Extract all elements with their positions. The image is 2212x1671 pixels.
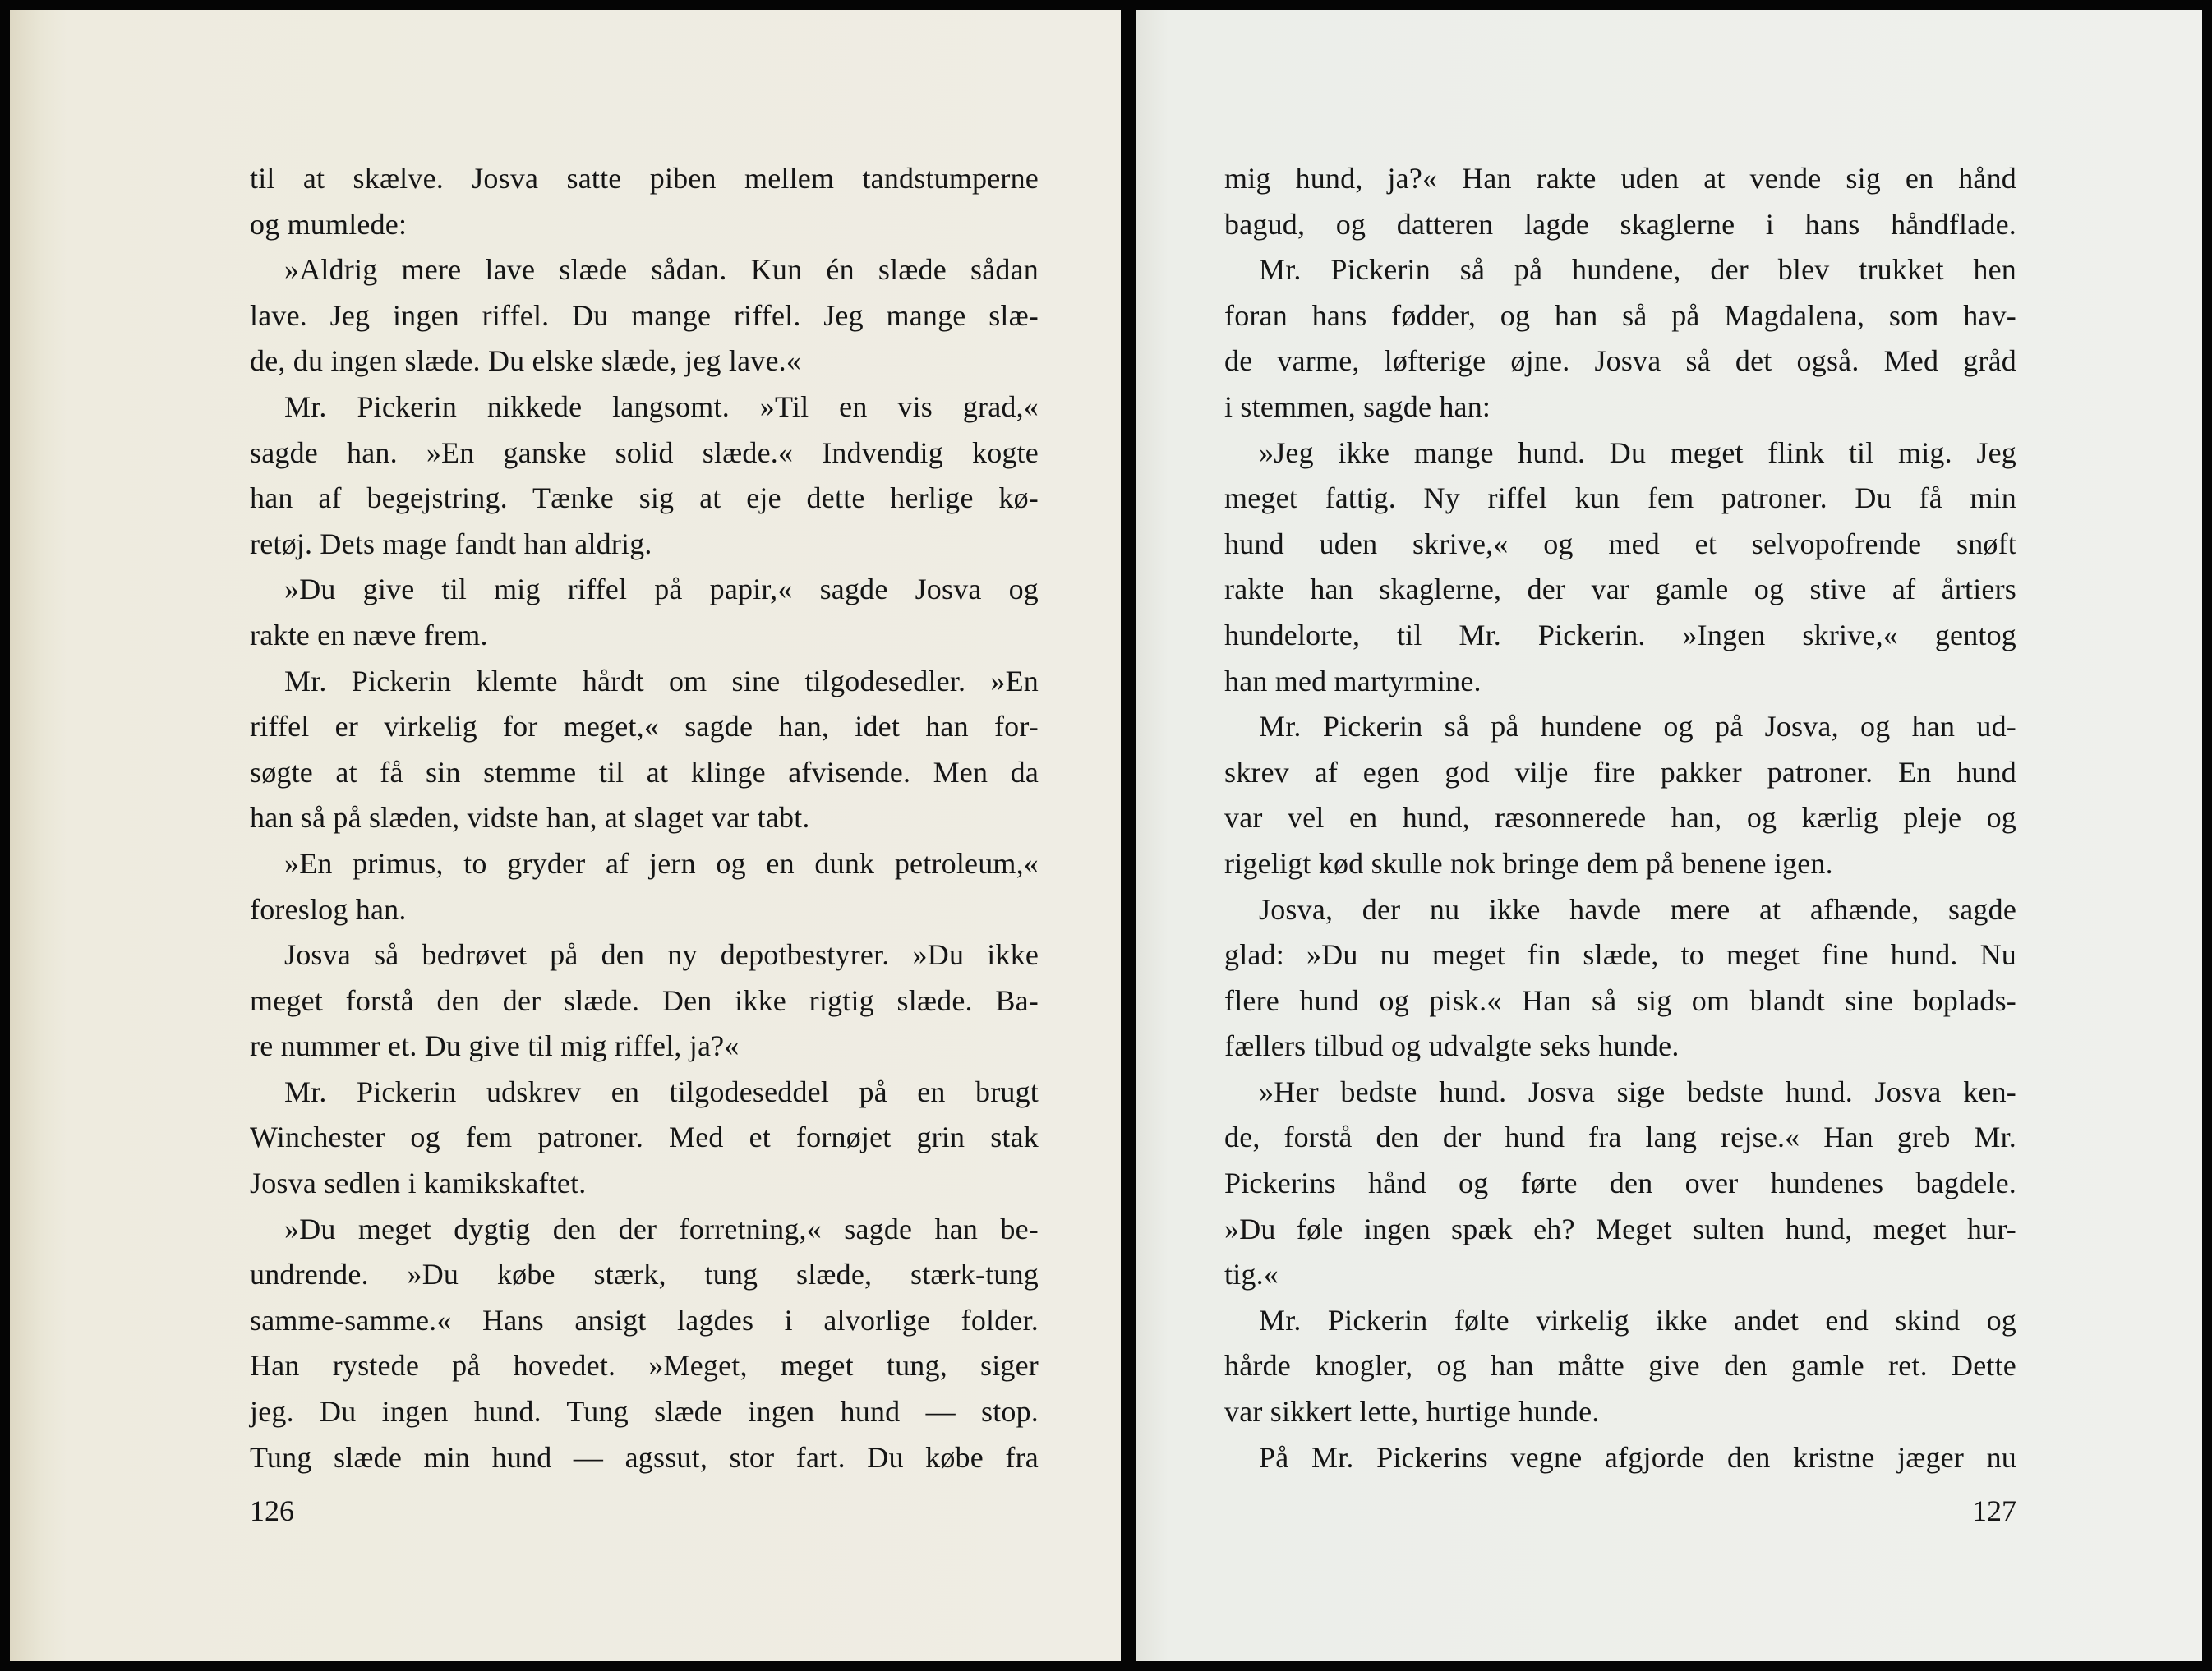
text-line: riffel er virkelig for meget,« sagde han, idet han for-: [250, 710, 1039, 743]
text-line: Mr. Pickerin klemte hårdt om sine tilgodesedler. »En: [284, 664, 1039, 697]
text-line: På Mr. Pickerins vegne afgjorde den kristne jæger nu: [1259, 1440, 2016, 1474]
text-line: var vel en hund, ræsonnerede han, og kærlig pleje og: [1224, 801, 2016, 835]
text-line: Mr. Pickerin følte virkelig ikke andet end skind og: [1259, 1303, 2016, 1337]
text-line: bagud, og datteren lagde skaglerne i hans håndflade.: [1224, 207, 2016, 241]
text-line: lave. Jeg ingen riffel. Du mange riffel. Jeg mange slæ-: [250, 298, 1039, 332]
right-page: [1136, 10, 2202, 1661]
text-line: var sikkert lette, hurtige hunde.: [1224, 1395, 1600, 1429]
text-line: Han rystede på hovedet. »Meget, meget tung, siger: [250, 1349, 1039, 1383]
text-line: hundelorte, til Mr. Pickerin. »Ingen skrive,« gentog: [1224, 618, 2016, 651]
text-line: meget fattig. Ny riffel kun fem patroner. Du få min: [1224, 481, 2016, 515]
left-page: [10, 10, 1121, 1661]
text-line: de, du ingen slæde. Du elske slæde, jeg lave.«: [250, 344, 802, 378]
text-line: og mumlede:: [250, 207, 408, 241]
text-line: han med martyrmine.: [1224, 664, 1482, 697]
text-line: til at skælve. Josva satte piben mellem tandstumperne: [250, 162, 1039, 195]
text-line: han så på slæden, vidste han, at slaget var tabt.: [250, 801, 810, 835]
text-line: rigeligt kød skulle nok bringe dem på benene igen.: [1224, 846, 1833, 880]
text-line: foran hans fødder, og han så på Magdalena, som hav-: [1224, 298, 2016, 332]
text-line: undrende. »Du købe stærk, tung slæde, stærk-tung: [250, 1258, 1039, 1291]
text-line: Winchester og fem patroner. Med et fornøjet grin stak: [250, 1121, 1039, 1154]
text-line: foreslog han.: [250, 892, 407, 926]
page-number: 127: [1972, 1494, 2016, 1527]
text-line: han af begejstring. Tænke sig at eje dette herlige kø-: [250, 481, 1039, 515]
text-line: »Du føle ingen spæk eh? Meget sulten hund, meget hur-: [1224, 1212, 2016, 1245]
text-line: »En primus, to gryder af jern og en dunk petroleum,«: [284, 846, 1039, 880]
text-line: meget forstå den der slæde. Den ikke rigtig slæde. Ba-: [250, 983, 1039, 1017]
text-line: »Her bedste hund. Josva sige bedste hund. Josva ken-: [1259, 1075, 2016, 1108]
text-line: Mr. Pickerin udskrev en tilgodeseddel på en brugt: [284, 1075, 1039, 1108]
text-line: »Aldrig mere lave slæde sådan. Kun én slæde sådan: [284, 253, 1039, 287]
text-line: de, forstå den der hund fra lang rejse.« Han greb Mr.: [1224, 1121, 2016, 1154]
text-line: hårde knogler, og han måtte give den gamle ret. Dette: [1224, 1349, 2016, 1383]
text-line: Mr. Pickerin så på hundene, der blev trukket hen: [1259, 253, 2016, 287]
text-line: Mr. Pickerin nikkede langsomt. »Til en vis grad,«: [284, 389, 1039, 423]
text-line: mig hund, ja?« Han rakte uden at vende sig en hånd: [1224, 162, 2016, 195]
text-line: tig.«: [1224, 1258, 1279, 1291]
text-line: Josva sedlen i kamikskaftet.: [250, 1167, 587, 1200]
text-line: rakte han skaglerne, der var gamle og stive af årtiers: [1224, 573, 2016, 606]
text-line: »Du meget dygtig den der forretning,« sagde han be-: [284, 1212, 1039, 1245]
text-line: flere hund og pisk.« Han så sig om blandt sine boplads-: [1224, 983, 2016, 1017]
text-line: søgte at få sin stemme til at klinge afvisende. Men da: [250, 755, 1039, 789]
text-line: jeg. Du ingen hund. Tung slæde ingen hund — stop.: [250, 1395, 1039, 1429]
text-line: re nummer et. Du give til mig riffel, ja?«: [250, 1029, 740, 1063]
text-line: Tung slæde min hund — agssut, stor fart. Du købe fra: [250, 1440, 1039, 1474]
text-line: hund uden skrive,« og med et selvopofrende snøft: [1224, 527, 2016, 560]
text-line: rakte en næve frem.: [250, 618, 488, 651]
text-line: i stemmen, sagde han:: [1224, 389, 1491, 423]
text-line: de varme, løfterige øjne. Josva så det også. Med gråd: [1224, 344, 2016, 378]
text-line: samme-samme.« Hans ansigt lagdes i alvorlige folder.: [250, 1303, 1039, 1337]
text-line: sagde han. »En ganske solid slæde.« Indvendig kogte: [250, 435, 1039, 469]
text-line: Mr. Pickerin så på hundene og på Josva, og han ud-: [1259, 710, 2016, 743]
text-line: fællers tilbud og udvalgte seks hunde.: [1224, 1029, 1680, 1063]
text-line: Josva så bedrøvet på den ny depotbestyrer. »Du ikke: [284, 938, 1039, 972]
text-line: Pickerins hånd og førte den over hundenes bagdele.: [1224, 1167, 2016, 1200]
text-line: Josva, der nu ikke havde mere at afhænde, sagde: [1259, 892, 2016, 926]
text-line: retøj. Dets mage fandt han aldrig.: [250, 527, 652, 560]
left-page-text: [250, 156, 1039, 1480]
page-number: 126: [250, 1494, 294, 1527]
text-line: »Du give til mig riffel på papir,« sagde Josva og: [284, 573, 1039, 606]
text-line: skrev af egen god vilje fire pakker patroner. En hund: [1224, 755, 2016, 789]
right-page-text: [1224, 156, 2016, 1480]
text-line: »Jeg ikke mange hund. Du meget flink til mig. Jeg: [1259, 435, 2016, 469]
text-line: glad: »Du nu meget fin slæde, to meget fine hund. Nu: [1224, 938, 2016, 972]
